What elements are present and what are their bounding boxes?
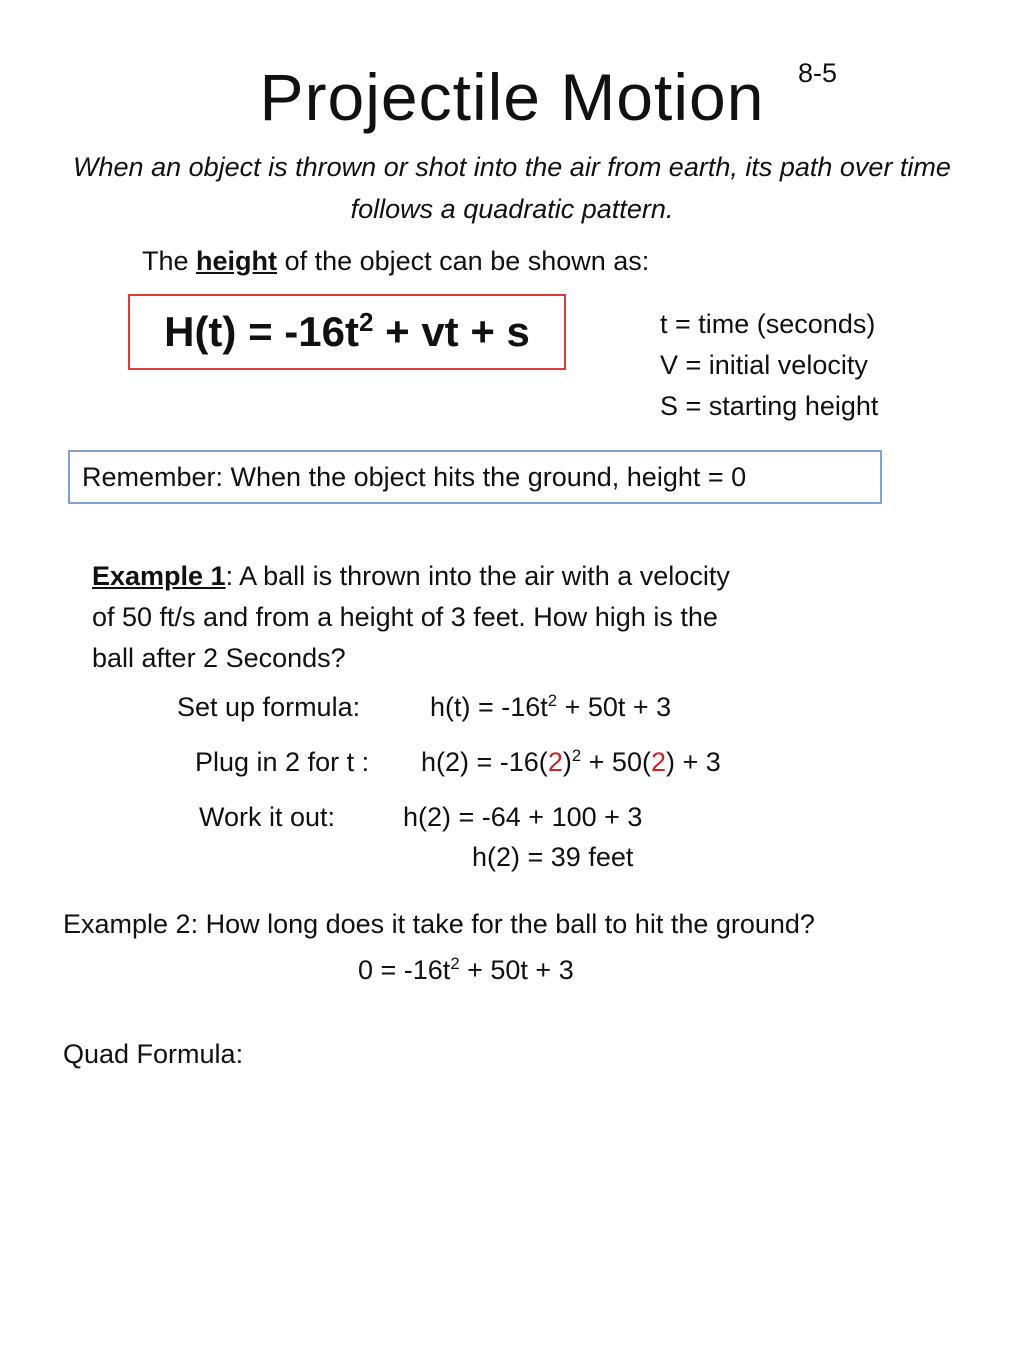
setup-exponent: 2 bbox=[547, 691, 558, 710]
formula-rest: + vt + s bbox=[385, 308, 530, 355]
height-formula bbox=[128, 294, 566, 370]
variable-s: S = starting height bbox=[660, 391, 879, 421]
example1-line2: of 50 ft/s and from a height of 3 feet. How high is the bbox=[92, 602, 718, 632]
example2-equation bbox=[358, 953, 574, 987]
setup-expr-a: h(t) = -16t bbox=[430, 692, 548, 722]
height-intro-prefix: The bbox=[142, 246, 189, 276]
example2-exponent: 2 bbox=[450, 954, 460, 973]
formula-exponent: 2 bbox=[358, 307, 374, 337]
example2-eq-a: 0 = -16t bbox=[358, 955, 451, 985]
variable-v: V = initial velocity bbox=[660, 350, 868, 380]
plug-expr-b: ) bbox=[562, 747, 572, 777]
variable-definitions bbox=[660, 304, 878, 427]
quad-formula-label: Quad Formula: bbox=[63, 1039, 244, 1069]
plug-value-1: 2 bbox=[547, 747, 563, 777]
setup-label: Set up formula: bbox=[177, 692, 361, 722]
plug-expr-c: + 50( bbox=[581, 747, 651, 777]
setup-expr-b: + 50t + 3 bbox=[557, 692, 672, 722]
page-title: Projectile Motion bbox=[259, 60, 765, 134]
formula-base: H(t) = -16t bbox=[164, 308, 359, 355]
example2-eq-b: + 50t + 3 bbox=[459, 955, 574, 985]
height-intro-line bbox=[142, 244, 649, 278]
remember-text: Remember: When the object hits the ground, height = 0 bbox=[82, 462, 747, 492]
example1-line3: ball after 2 Seconds? bbox=[92, 643, 346, 673]
plug-expr-a: h(2) = -16( bbox=[421, 747, 548, 777]
work-step-1: h(2) = -64 + 100 + 3 bbox=[403, 802, 643, 832]
example1-line1: : A ball is thrown into the air with a velocity bbox=[225, 561, 730, 591]
example1-heading: Example 1 bbox=[92, 561, 226, 591]
plug-value-2: 2 bbox=[650, 747, 666, 777]
plug-expr-d: ) + 3 bbox=[665, 747, 721, 777]
variable-t: t = time (seconds) bbox=[660, 309, 876, 339]
example1-problem bbox=[92, 556, 730, 679]
plug-exponent: 2 bbox=[571, 746, 582, 765]
plug-expression bbox=[421, 745, 721, 779]
example2-question: Example 2: How long does it take for the ball to hit the ground? bbox=[63, 909, 815, 939]
intro-text: When an object is thrown or shot into the air from earth, its path over time follows a quadratic pattern. bbox=[73, 152, 951, 224]
height-intro-suffix: of the object can be shown as: bbox=[284, 246, 650, 276]
lesson-number: 8-5 bbox=[798, 58, 838, 88]
setup-expression bbox=[430, 690, 671, 724]
height-keyword: height bbox=[196, 246, 278, 276]
work-step-2: h(2) = 39 feet bbox=[472, 842, 634, 872]
plug-label: Plug in 2 for t : bbox=[195, 747, 370, 777]
work-label: Work it out: bbox=[199, 802, 336, 832]
